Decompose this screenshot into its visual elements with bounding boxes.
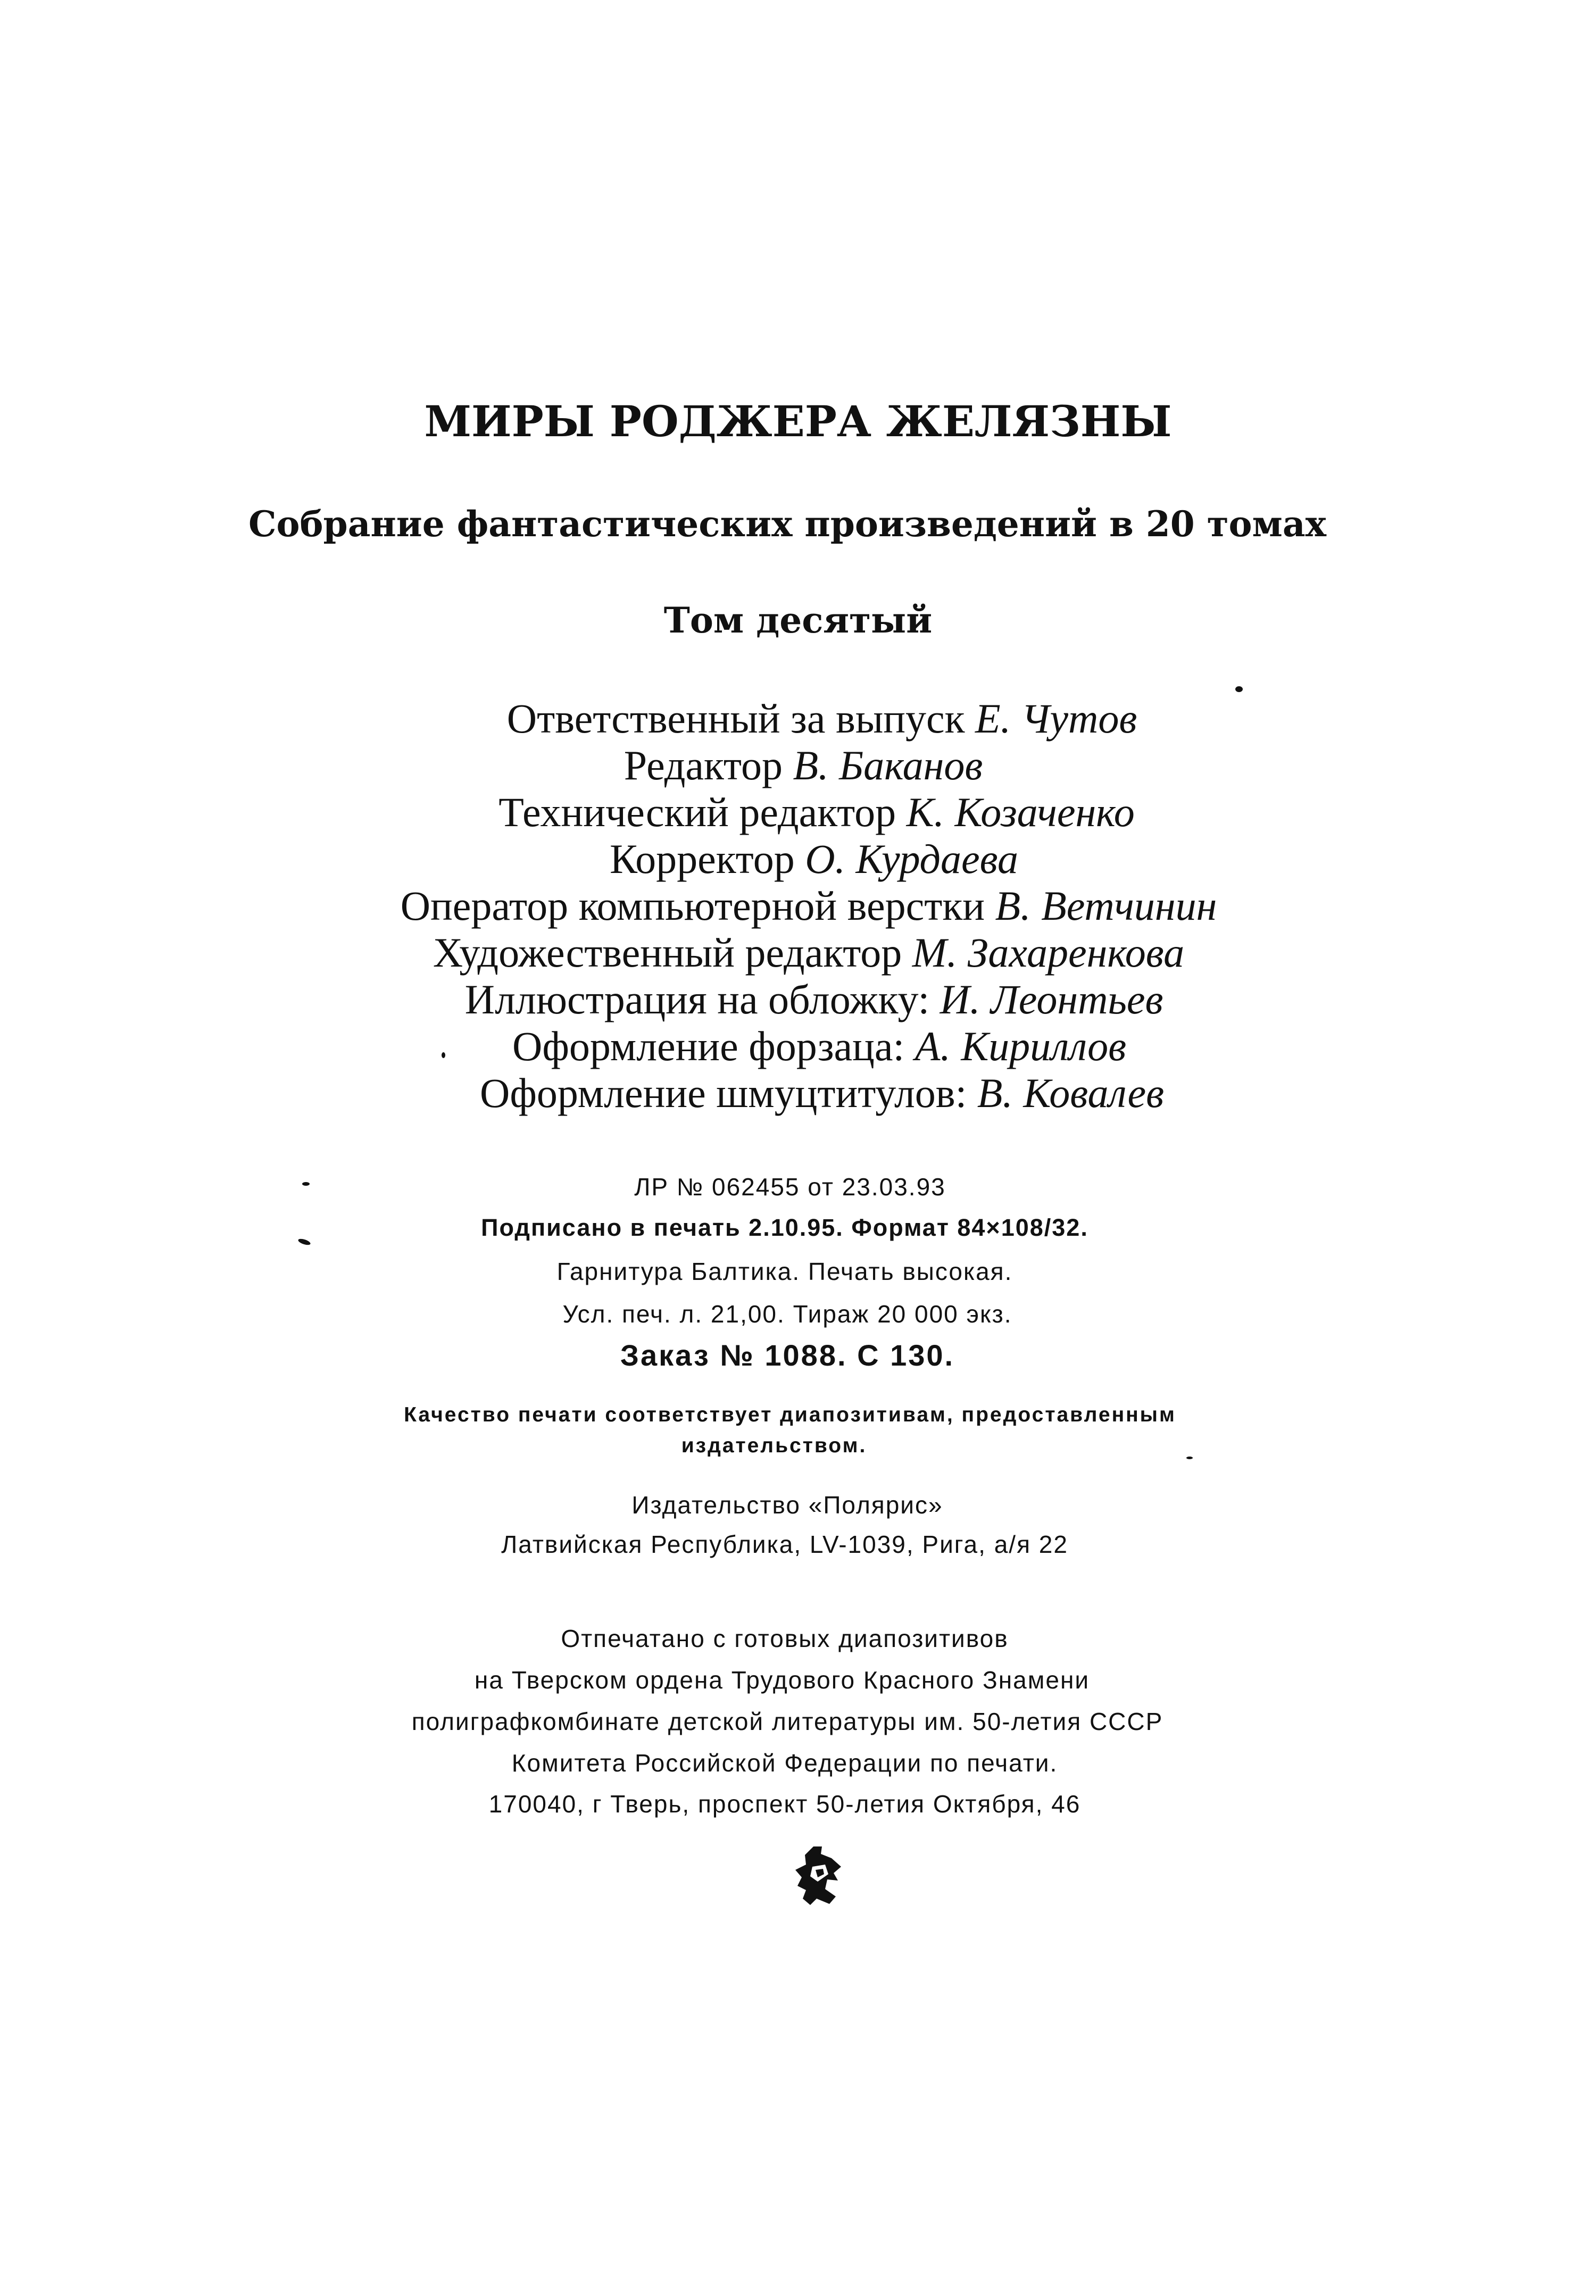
credit-role: Оператор компьютерной верстки [400,883,985,929]
order-number: Заказ № 1088. С 130. [620,1338,955,1372]
credit-line [24,695,1596,742]
print-signed-format: Подписано в печать 2.10.95. Формат 84×108/32. [481,1214,1088,1241]
print-speck [302,1182,310,1186]
print-speck [1235,686,1243,692]
credit-line [11,929,1596,976]
printer-line: на Тверском ордена Трудового Красного Знамени [474,1666,1090,1694]
credit-role: Оформление форзаца: [512,1023,905,1069]
credit-name: В. Ветчинин [995,883,1217,929]
credit-role: Ответственный за выпуск [506,695,965,742]
printer-line: Комитета Российской Федерации по печати. [511,1749,1058,1777]
credit-role: Оформление шмуцтитулов: [480,1070,967,1116]
volume-number: Том десятый [663,600,933,641]
credit-role: Художественный редактор [433,929,902,976]
credit-name: М. Захаренкова [912,929,1185,976]
credit-role: Редактор [624,742,783,788]
credit-line [16,838,1596,880]
publisher-address: Латвийская Республика, LV-1039, Рига, а/я 22 [501,1530,1068,1558]
credit-role: Иллюстрация на обложку: [464,976,930,1022]
printer-line: Отпечатано с готовых диапозитивов [561,1625,1009,1652]
quality-note: Качество печати соответствует диапозитивам, предоставленным [404,1403,1176,1426]
credit-name: О. Курдаева [805,836,1018,882]
credit-line [21,1023,1596,1069]
printer-line: 170040, г Тверь, проспект 50-летия Октября, 46 [488,1790,1081,1818]
print-speck [1186,1457,1193,1459]
credit-role: Корректор [610,836,795,882]
credit-line [5,742,1596,788]
collection-subtitle: Собрание фантастических произведений в 20 томах [248,503,1327,545]
credit-role: Технический редактор [498,789,896,835]
credit-name: В. Ковалев [977,1070,1164,1116]
credit-line [16,976,1596,1022]
credit-name: Е. Чутов [975,695,1137,742]
credit-name: В. Баканов [793,742,983,788]
credit-name: И. Леонтьев [940,976,1163,1022]
credit-line [11,885,1596,927]
printer-line: полиграфкомбинате детской литературы им. 50-летия СССР [411,1708,1163,1735]
license-number: ЛР № 062455 от 23.03.93 [634,1173,946,1201]
credit-line [24,1072,1596,1114]
series-title: МИРЫ РОДЖЕРА ЖЕЛЯЗНЫ [424,396,1172,446]
credit-line [19,789,1596,835]
credit-name: А. Кириллов [915,1023,1126,1069]
publisher-name: Издательство «Полярис» [631,1491,943,1519]
print-speck [442,1052,445,1058]
sheets-print-run: Усл. печ. л. 21,00. Тираж 20 000 экз. [562,1300,1012,1328]
credit-name: К. Козаченко [906,789,1135,835]
typeface-print: Гарнитура Балтика. Печать высокая. [556,1258,1013,1285]
printer-logo-icon [790,1843,849,1907]
quality-note: издательством. [681,1434,867,1457]
